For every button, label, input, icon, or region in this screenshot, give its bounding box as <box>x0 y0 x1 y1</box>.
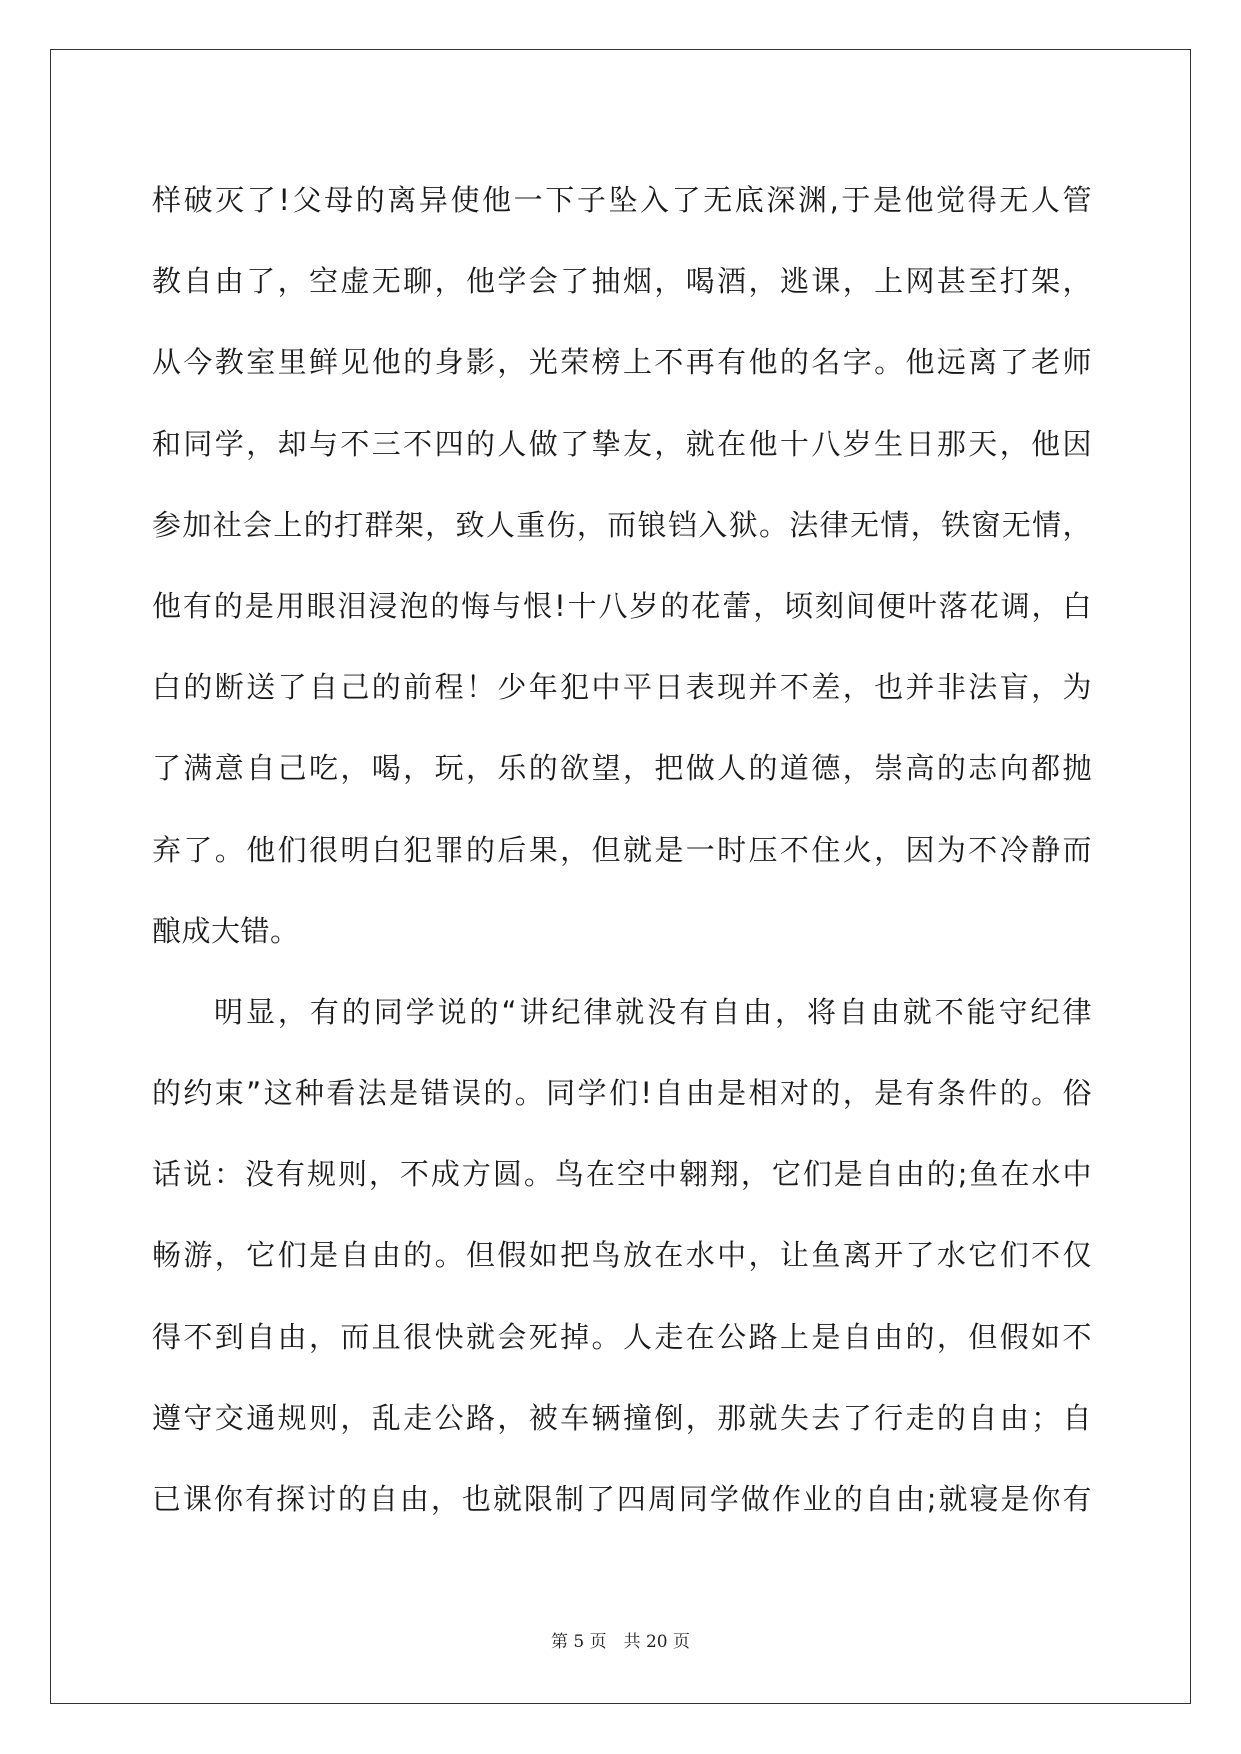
paragraph-1-line-5: 参加社会上的打群架，致人重伤，而锒铛入狱。法律无情，铁窗无情， <box>152 507 1092 542</box>
page-number-footer: 第 5 页 共 20 页 <box>550 1632 691 1652</box>
paragraph-1-line-4: 和同学，却与不三不四的人做了挚友，就在他十八岁生日那天，他因 <box>152 426 1092 461</box>
paragraph-2-line-6: 遵守交通规则，乱走公路，被车辆撞倒，那就失去了行走的自由；自 <box>152 1400 1092 1435</box>
paragraph-1-line-3: 从今教室里鲜见他的身影，光荣榜上不再有他的名字。他远离了老师 <box>152 345 1092 380</box>
paragraph-2-line-3: 话说：没有规则，不成方圆。鸟在空中翱翔，它们是自由的;鱼在水中 <box>152 1157 1092 1192</box>
paragraph-2-line-4: 畅游，它们是自由的。但假如把鸟放在水中，让鱼离开了水它们不仅 <box>152 1238 1092 1273</box>
paragraph-2-line-7: 已课你有探讨的自由，也就限制了四周同学做作业的自由;就寝是你有 <box>152 1482 1092 1516</box>
paragraph-1-line-2: 教自由了，空虚无聊，他学会了抽烟，喝酒，逃课，上网甚至打架， <box>152 264 1092 299</box>
paragraph-1-line-7: 白的断送了自己的前程！少年犯中平日表现并不差，也并非法盲，为 <box>152 670 1092 705</box>
paragraph-2-line-1: 明显，有的同学说的“讲纪律就没有自由，将自由就不能守纪律 <box>214 994 1092 1029</box>
paragraph-1-line-9: 弃了。他们很明白犯罪的后果，但就是一时压不住火，因为不冷静而 <box>152 832 1092 867</box>
paragraph-1-line-1: 样破灭了!父母的离异使他一下子坠入了无底深渊,于是他觉得无人管 <box>152 183 1092 217</box>
paragraph-2-line-2: 的约束”这种看法是错误的。同学们!自由是相对的，是有条件的。俗 <box>152 1076 1092 1111</box>
paragraph-2-line-5: 得不到自由，而且很快就会死掉。人走在公路上是自由的，但假如不 <box>152 1319 1092 1354</box>
paragraph-1-line-6: 他有的是用眼泪浸泡的悔与恨!十八岁的花蕾，顷刻间便叶落花调，白 <box>152 588 1092 623</box>
document-body <box>152 160 1092 1540</box>
paragraph-1-line-10: 酿成大错。 <box>152 913 300 948</box>
paragraph-1-line-8: 了满意自己吃，喝，玩，乐的欲望，把做人的道德，崇高的志向都抛 <box>152 751 1092 786</box>
